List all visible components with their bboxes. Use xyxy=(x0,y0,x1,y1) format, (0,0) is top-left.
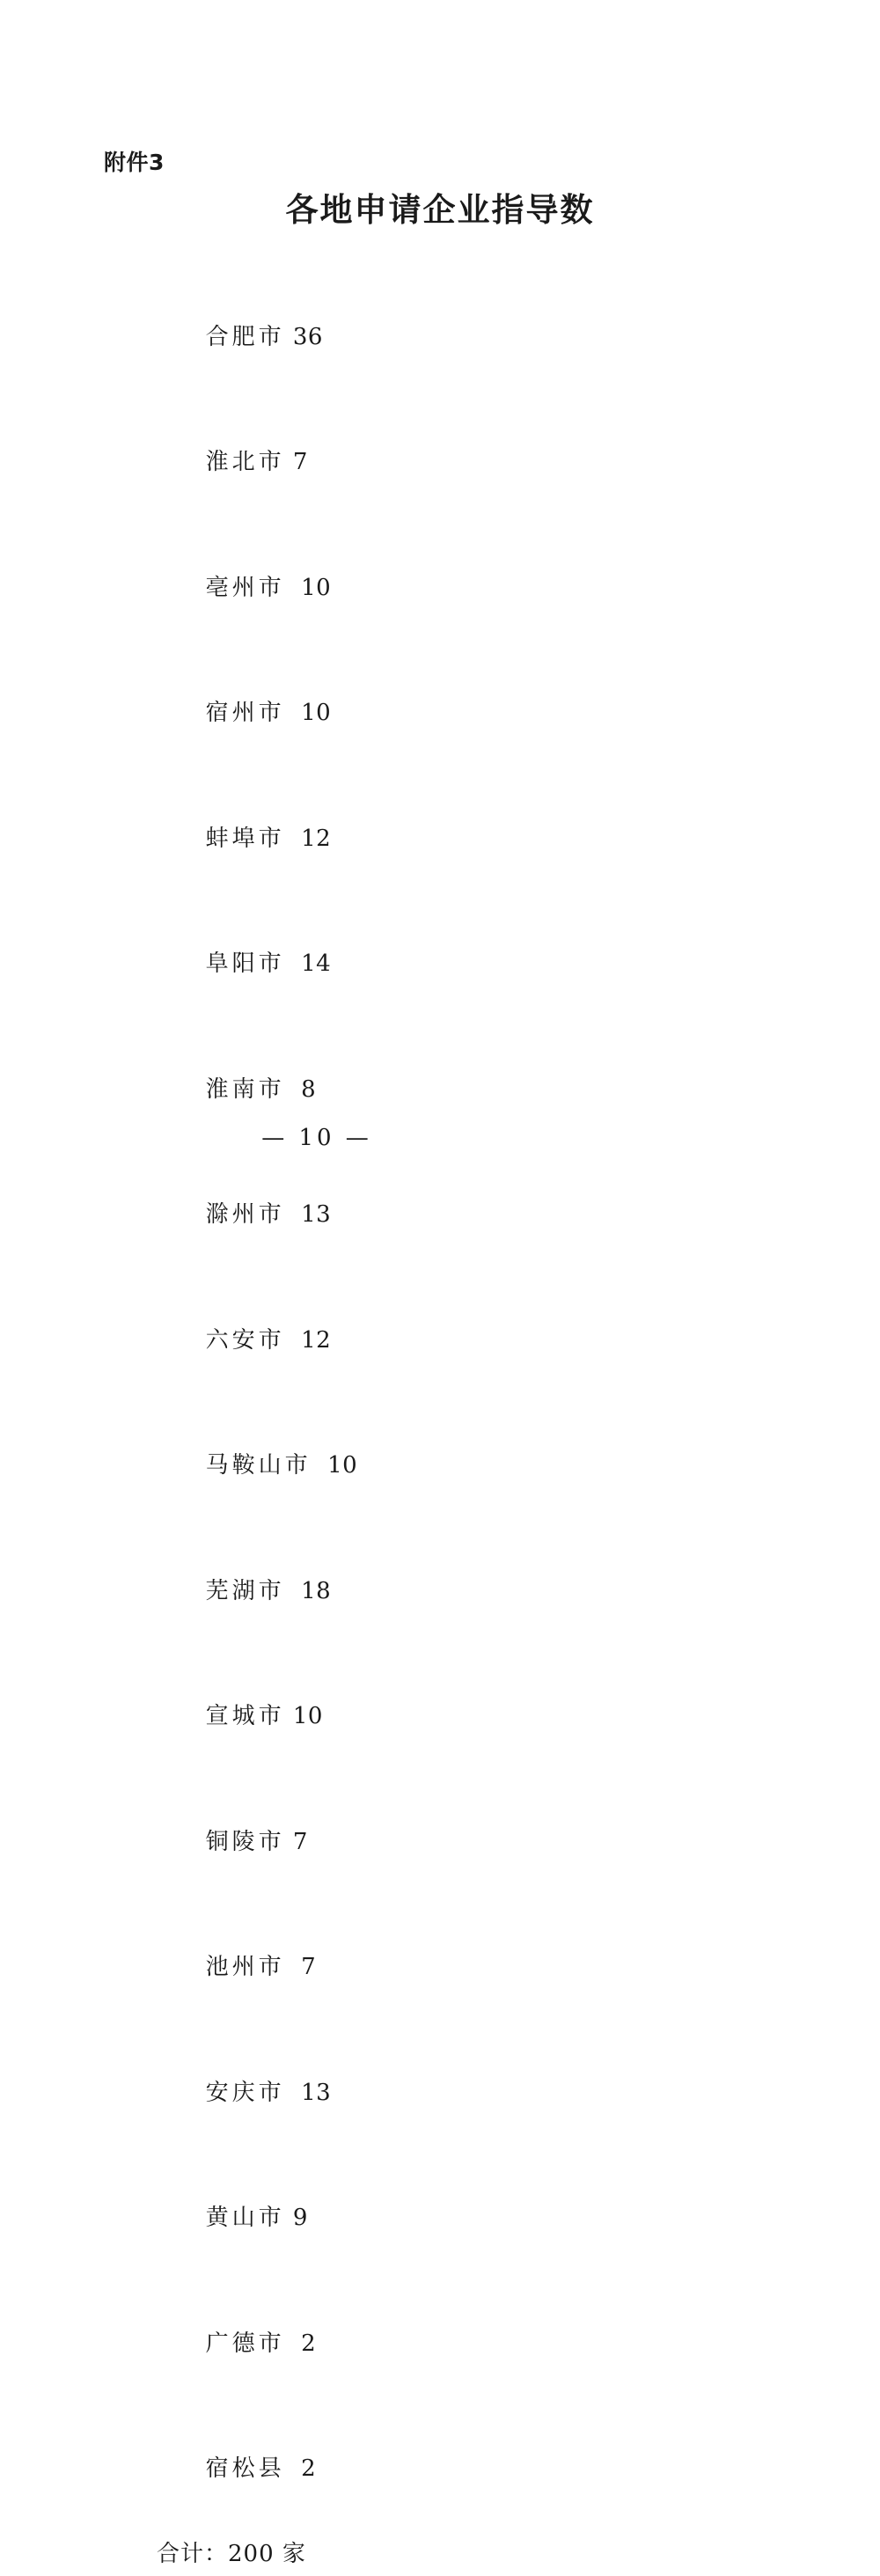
city-count: 10 xyxy=(301,700,332,726)
spacer xyxy=(312,1452,328,1479)
list-item xyxy=(157,525,702,651)
list-item xyxy=(157,1278,702,1404)
city-count: 8 xyxy=(301,1075,317,1103)
attachment-label: 附件3 xyxy=(104,150,165,175)
spacer xyxy=(285,1327,302,1354)
spacer xyxy=(285,2455,302,2482)
list-item xyxy=(157,2407,702,2533)
list-item xyxy=(157,1655,702,1780)
city-count: 2 xyxy=(301,2330,317,2357)
spacer xyxy=(285,826,302,852)
page-title: 各地申请企业指导数 xyxy=(285,190,595,229)
list-item xyxy=(157,1153,702,1279)
list-item xyxy=(157,1529,702,1655)
spacer xyxy=(285,1954,302,1980)
city-name: 宿州市 xyxy=(205,700,285,726)
spacer xyxy=(285,449,293,475)
city-name: 广德市 xyxy=(205,2330,285,2357)
list-item xyxy=(157,275,702,400)
list-item xyxy=(157,651,702,777)
city-name: 亳州市 xyxy=(205,574,285,601)
city-name: 马鞍山市 xyxy=(205,1452,312,1479)
city-count: 13 xyxy=(301,2079,332,2106)
city-name: 安庆市 xyxy=(205,2079,285,2106)
spacer xyxy=(285,700,302,726)
spacer xyxy=(285,575,302,601)
city-count: 12 xyxy=(301,825,332,852)
city-count: 36 xyxy=(292,323,323,350)
city-count: 7 xyxy=(301,1954,317,1980)
city-name: 合肥市 xyxy=(205,323,285,350)
city-count: 7 xyxy=(292,1828,308,1855)
city-count: 2 xyxy=(301,2455,317,2482)
list-item xyxy=(157,400,702,526)
city-count: 10 xyxy=(292,1703,323,1729)
city-count: 10 xyxy=(301,574,332,601)
list-item xyxy=(157,1404,702,1530)
spacer xyxy=(285,1578,302,1604)
city-count: 9 xyxy=(292,2205,308,2231)
list-item xyxy=(157,902,702,1028)
spacer xyxy=(285,1829,293,1855)
list-item xyxy=(157,2281,702,2407)
city-name: 阜阳市 xyxy=(205,950,285,977)
spacer xyxy=(285,2205,293,2231)
city-name: 宿松县 xyxy=(205,2455,285,2482)
spacer xyxy=(285,324,293,350)
list-item xyxy=(157,776,702,902)
city-count: 10 xyxy=(327,1452,358,1479)
city-name: 芜湖市 xyxy=(205,1577,285,1604)
city-name: 池州市 xyxy=(205,1954,285,1980)
city-count: 13 xyxy=(301,1201,332,1228)
page-number: — 10 — xyxy=(261,1125,372,1151)
city-count: 14 xyxy=(301,950,332,977)
spacer xyxy=(285,1076,302,1103)
spacer xyxy=(285,2330,302,2357)
city-quota-list xyxy=(157,275,702,2576)
city-name: 宣城市 xyxy=(205,1703,285,1729)
list-item xyxy=(157,2156,702,2282)
spacer xyxy=(285,2080,302,2106)
spacer xyxy=(285,1703,293,1729)
city-name: 六安市 xyxy=(205,1326,285,1354)
list-item xyxy=(157,2030,702,2156)
list-item xyxy=(157,1780,702,1905)
city-name: 淮南市 xyxy=(205,1075,285,1103)
spacer xyxy=(285,950,302,977)
total-row: 合计：200 家 xyxy=(157,2541,306,2567)
city-name: 滁州市 xyxy=(205,1201,285,1228)
city-name: 淮北市 xyxy=(205,449,285,475)
city-name: 蚌埠市 xyxy=(205,825,285,852)
spacer xyxy=(285,1201,302,1228)
city-count: 18 xyxy=(301,1577,332,1604)
city-count: 12 xyxy=(301,1326,332,1354)
list-item xyxy=(157,1905,702,2031)
city-name: 黄山市 xyxy=(205,2205,285,2231)
city-count: 7 xyxy=(292,449,308,475)
city-name: 铜陵市 xyxy=(205,1828,285,1855)
